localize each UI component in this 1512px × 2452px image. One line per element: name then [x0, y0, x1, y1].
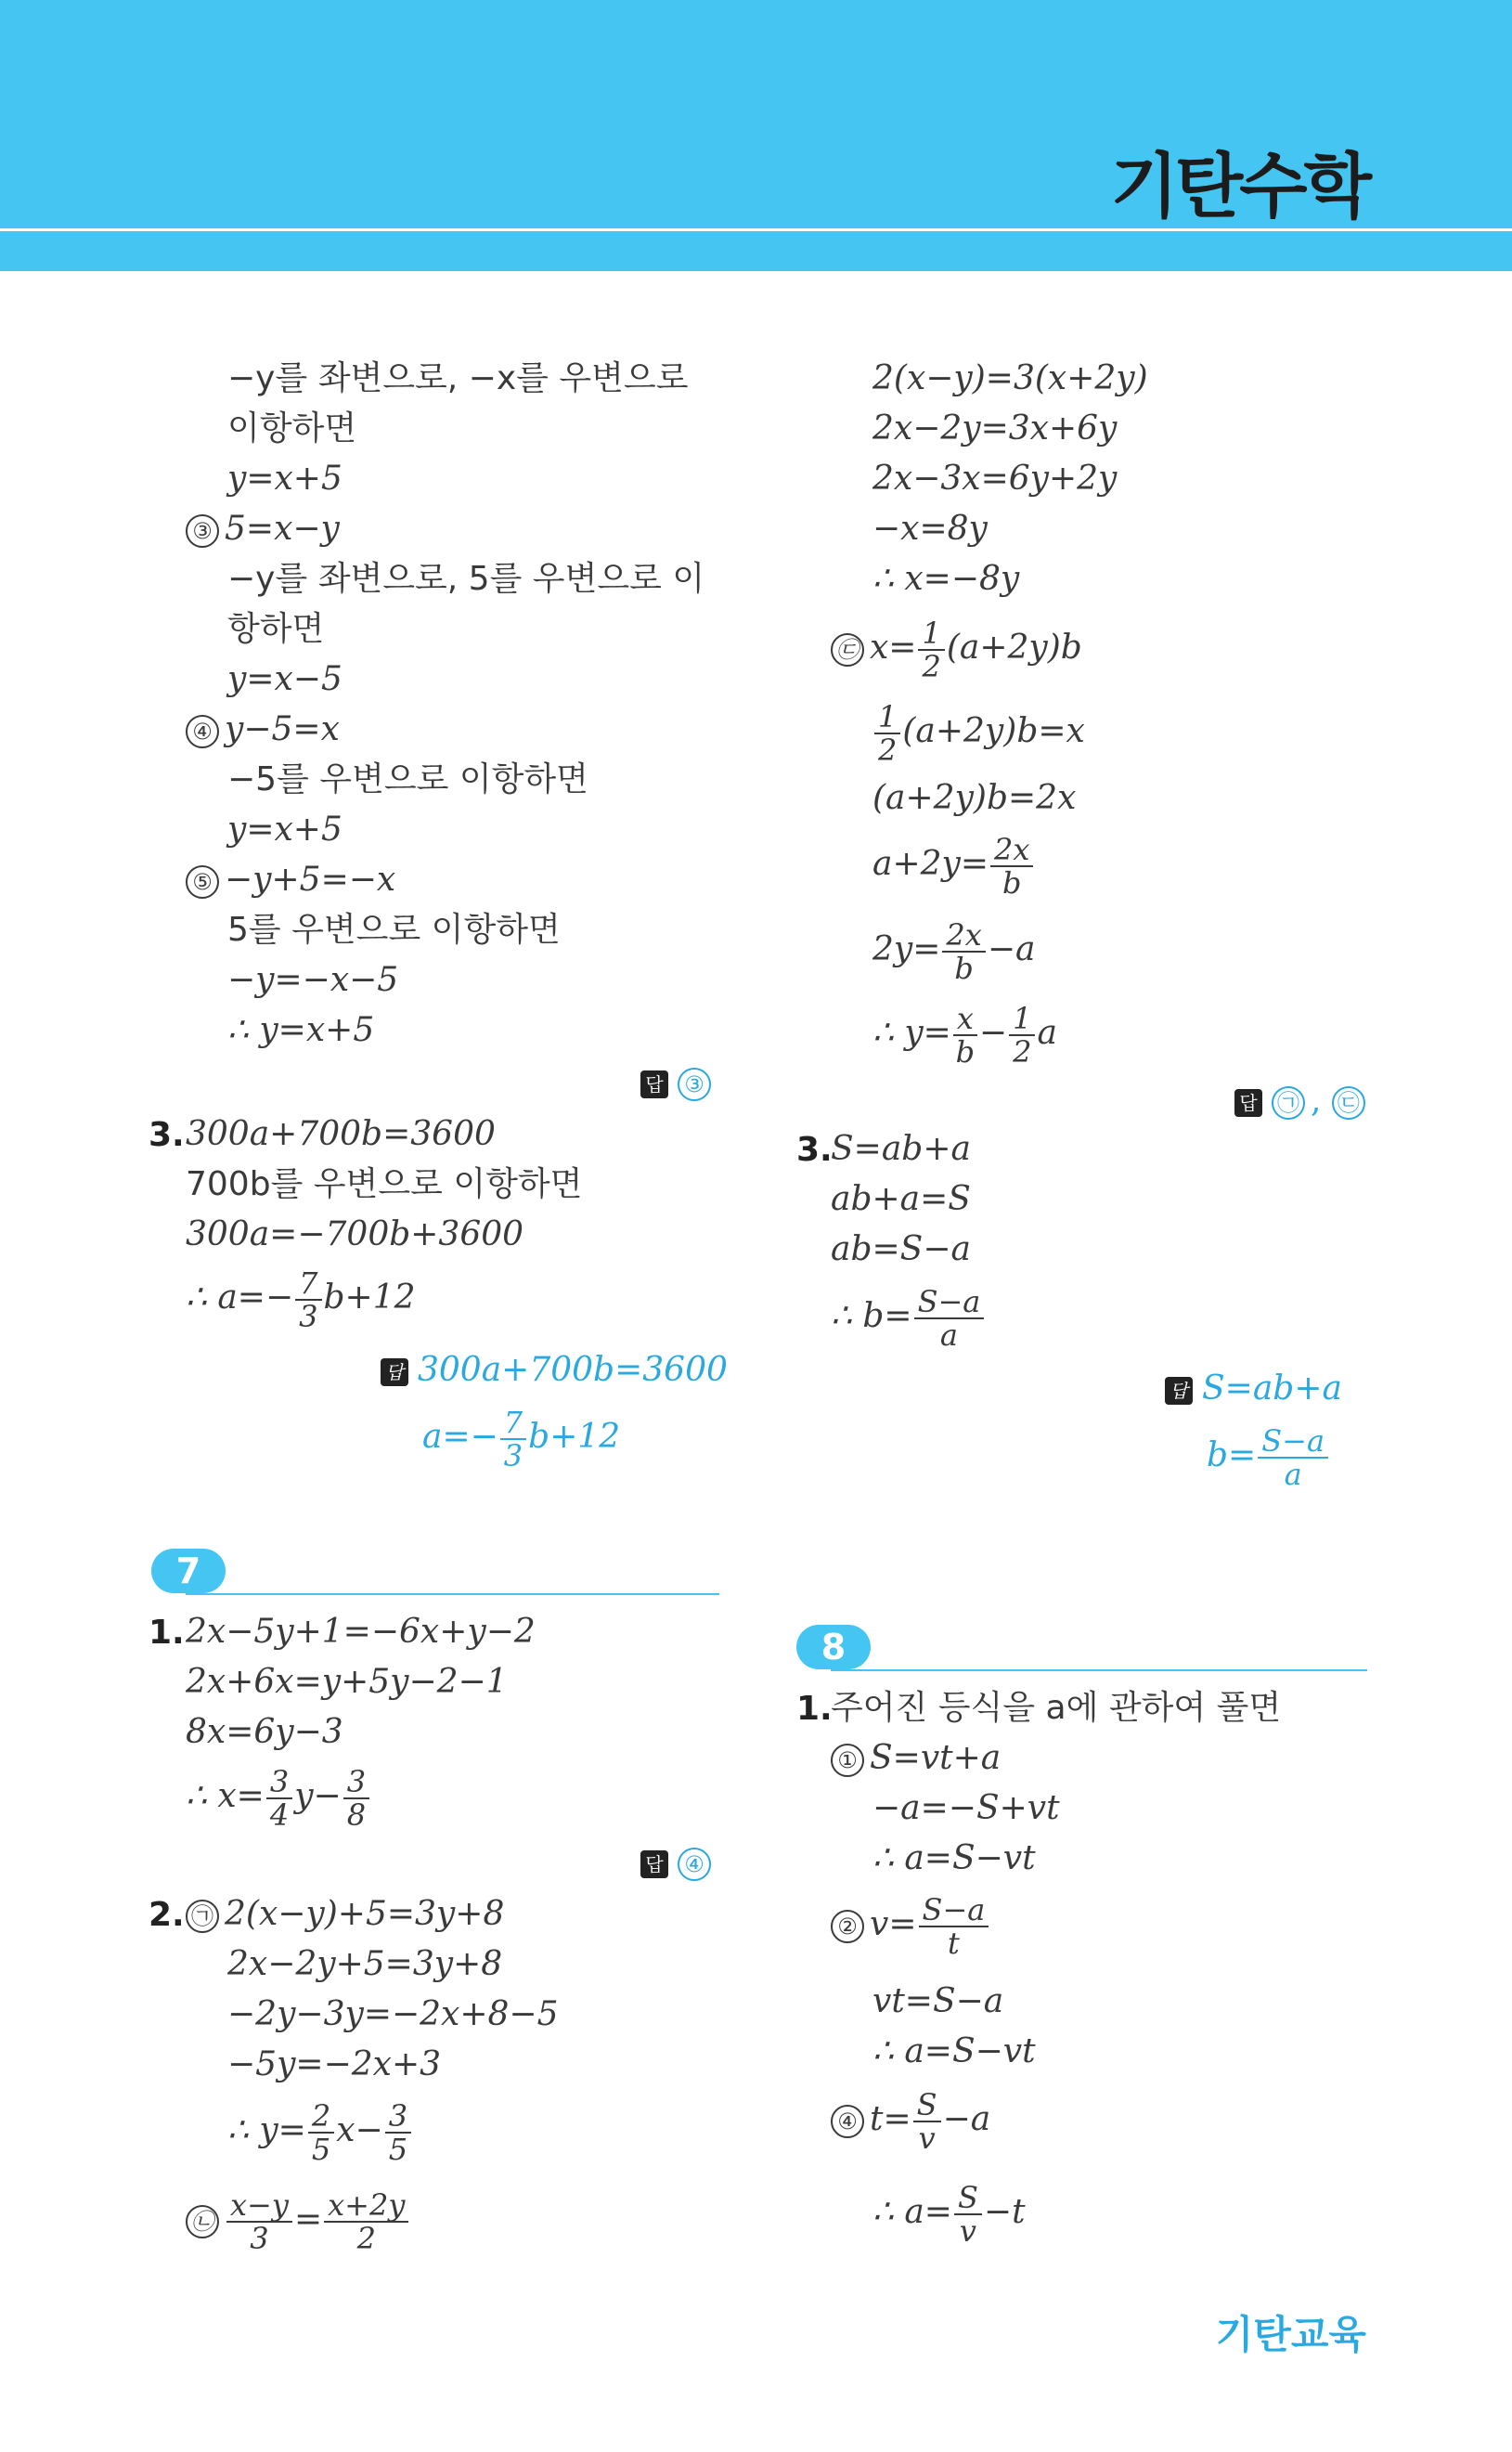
choice-marker: ④: [186, 715, 219, 748]
equation: 2(x−y)=3(x+2y): [872, 359, 1148, 397]
equation: 2x+6x=y+5y−2−1: [186, 1663, 508, 1701]
choice-marker: ①: [831, 1744, 864, 1777]
equation-fraction: $\frac{1}{2}$ (a+2y)b=x: [872, 701, 1085, 766]
equation: ∴ x=−8y: [872, 560, 1020, 598]
equation: ab=S−a: [831, 1230, 971, 1268]
step-2: ② v= $\frac{S-a}{t}$: [831, 1894, 990, 1959]
answer-line: 답 ③: [640, 1063, 717, 1101]
answer-fraction: a=− $\frac{7}{3}$ b+12: [422, 1405, 621, 1473]
answer-mark: 답: [640, 1850, 668, 1878]
text-line: 이항하면: [227, 409, 357, 448]
text-line: 항하면: [227, 610, 325, 648]
header-banner: [0, 0, 1512, 271]
equation: ∴ y=x+5: [227, 1011, 375, 1049]
answer-mark: 답: [640, 1070, 668, 1098]
step-b: ㉡ $\frac{x-y}{3}$ = $\frac{x+2y}{2}$: [186, 2189, 410, 2254]
equation: vt=S−a: [872, 1982, 1004, 2020]
equation: −a=−S+vt: [872, 1789, 1060, 1827]
answer-mark: 답: [381, 1358, 408, 1386]
equation: −5y=−2x+3: [227, 2045, 442, 2083]
problem-number: 1.: [796, 1690, 833, 1728]
brand-logo: 기탄수학: [1110, 145, 1368, 227]
choice-marker: ㉡: [186, 2205, 219, 2238]
answer-mark: 답: [1234, 1089, 1262, 1117]
step-c: ㉢ x= $\frac{1}{2}$ (a+2y)b: [831, 617, 1082, 682]
equation: y=x+5: [227, 460, 342, 498]
choice-marker: ③: [186, 514, 219, 548]
equation-fraction: ∴ x= $\frac{3}{4}$ y− $\frac{3}{8}$: [186, 1766, 371, 1831]
text-line: −y를 좌변으로, −x를 우변으로: [227, 359, 689, 397]
text-line: −y를 좌변으로, 5를 우변으로 이: [227, 560, 705, 598]
equation-fraction: ∴ a= $\frac{S}{v}$ −t: [872, 2180, 1026, 2249]
answer-line: 답 ㉠ , ㉢: [1234, 1082, 1371, 1120]
choice-marker: ㉠: [186, 1900, 219, 1933]
section-badge-7: 7: [151, 1549, 226, 1593]
equation: −x=8y: [872, 510, 988, 548]
answer-line: 답 S=ab+a: [1165, 1369, 1342, 1408]
equation-fraction: a+2y= $\frac{2x}{b}$: [872, 834, 1035, 899]
choice-marker: ⑤: [186, 865, 219, 899]
step-4: ④ y−5=x: [186, 711, 340, 748]
equation-fraction: ∴ b= $\frac{S-a}{a}$: [831, 1286, 986, 1351]
equation: y=x+5: [227, 811, 342, 849]
step-1: ① S=vt+a: [831, 1740, 1001, 1777]
problem-number: 1.: [149, 1614, 185, 1652]
equation: S=ab+a: [831, 1130, 971, 1168]
equation: −2y−3y=−2x+8−5: [227, 1995, 559, 2033]
problem-number: 3.: [149, 1116, 185, 1154]
equation: 8x=6y−3: [186, 1713, 343, 1751]
step-a: ㉠ 2(x−y)+5=3y+8: [186, 1896, 504, 1933]
text-line: 700b를 우변으로 이항하면: [186, 1165, 583, 1203]
equation: ∴ a=S−vt: [872, 2032, 1036, 2070]
answer-line: 답 300a+700b=3600: [381, 1351, 728, 1389]
equation: y=x−5: [227, 660, 342, 698]
text-line: −5를 우변으로 이항하면: [227, 760, 588, 798]
choice-marker: ④: [831, 2105, 864, 2138]
equation: ∴ a=S−vt: [872, 1839, 1036, 1877]
problem-number: 3.: [796, 1131, 833, 1169]
section-rule: [831, 1669, 1367, 1671]
choice-marker: ②: [831, 1910, 864, 1943]
problem-number: 2.: [149, 1896, 185, 1934]
text-line: 5를 우변으로 이항하면: [227, 911, 561, 949]
equation: −y=−x−5: [227, 961, 399, 999]
equation: ab+a=S: [831, 1180, 971, 1218]
step-5: ⑤ −y+5=−x: [186, 862, 395, 899]
equation-fraction: ∴ y= $\frac{x}{b}$ − $\frac{1}{2}$ a: [872, 1001, 1057, 1070]
equation: 2x−3x=6y+2y: [872, 460, 1118, 498]
equation-fraction: ∴ a=− $\frac{7}{3}$ b+12: [186, 1265, 416, 1334]
answer-fraction: b= $\frac{S-a}{a}$: [1207, 1425, 1330, 1490]
answer-line: 답 ④: [640, 1843, 717, 1881]
equation: 2x−2y=3x+6y: [872, 409, 1118, 448]
footer-logo: 기탄교육: [1215, 2312, 1366, 2357]
answer-mark: 답: [1165, 1377, 1193, 1405]
text-line: 주어진 등식을 a에 관하여 풀면: [831, 1689, 1282, 1727]
step-3: ③ 5=x−y: [186, 511, 340, 548]
equation-fraction: ∴ y= $\frac{2}{5}$ x− $\frac{3}{5}$: [227, 2100, 413, 2165]
equation: (a+2y)b=2x: [872, 779, 1077, 817]
choice-marker: ㉢: [831, 633, 864, 667]
equation: 300a+700b=3600: [186, 1115, 496, 1153]
equation-fraction: 2y= $\frac{2x}{b}$ −a: [872, 917, 1036, 986]
equation: 2x−5y+1=−6x+y−2: [186, 1613, 536, 1651]
equation: 300a=−700b+3600: [186, 1215, 524, 1253]
step-4: ④ t= $\frac{S}{v}$ −a: [831, 2089, 990, 2154]
equation: 2x−2y+5=3y+8: [227, 1945, 503, 1983]
section-badge-8: 8: [796, 1625, 871, 1669]
section-rule: [186, 1593, 719, 1595]
